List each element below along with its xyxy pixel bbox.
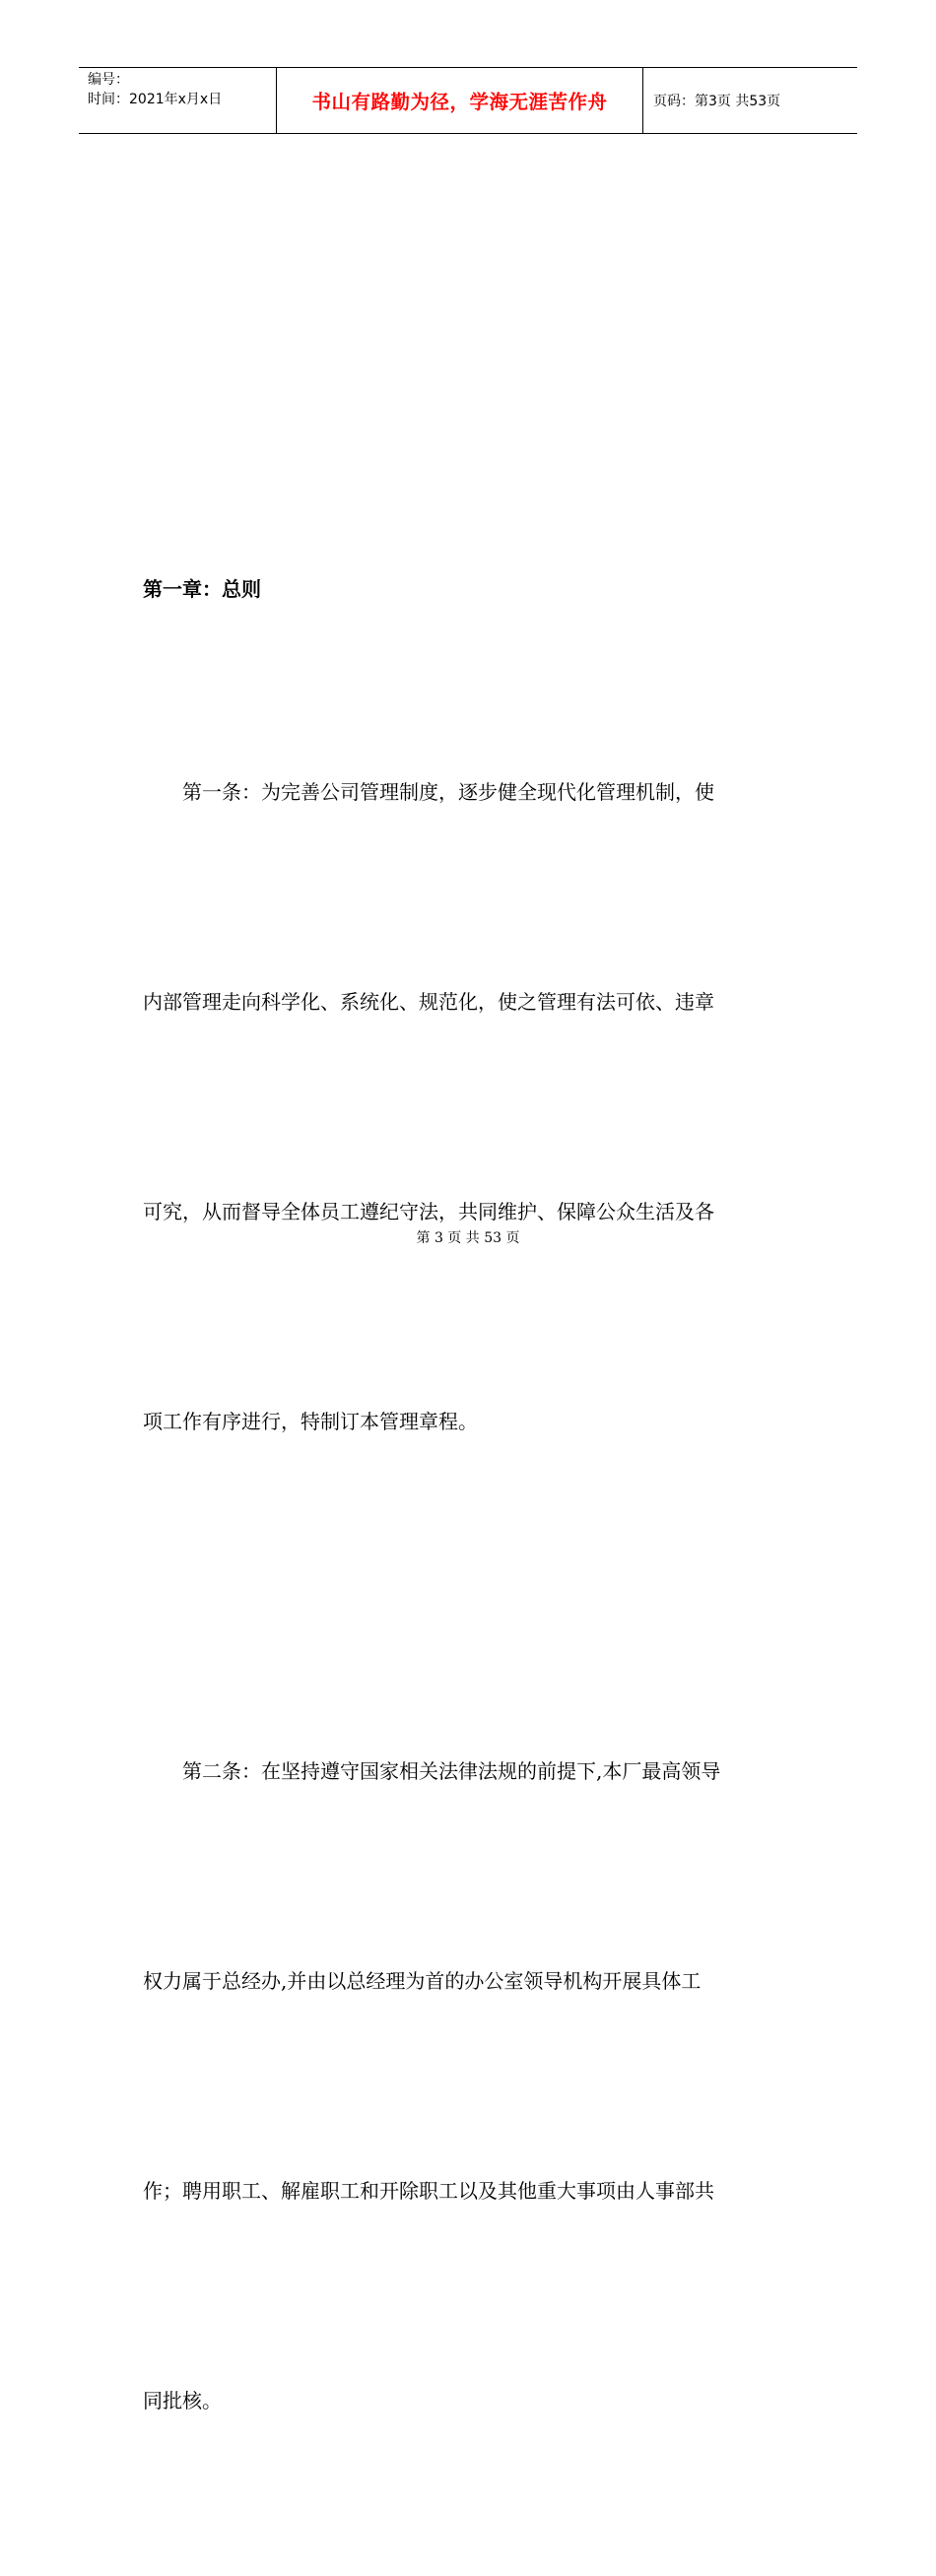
article-1-line-2: 内部管理走向科学化、系统化、规范化，使之管理有法可依、违章 bbox=[143, 990, 714, 1014]
header-motto: 书山有路勤为径，学海无涯苦作舟 bbox=[277, 68, 643, 133]
document-body bbox=[143, 571, 813, 2576]
article-1-line-1: 第一条：为完善公司管理制度，逐步健全现代化管理机制，使 bbox=[182, 780, 714, 804]
time-label: 时间：2021年x月x日 bbox=[88, 92, 223, 107]
page-footer: 第 3 页 共 53 页 bbox=[416, 1230, 520, 1246]
article-2-line-2: 权力属于总经办,并由以总经理为首的办公室领导机构开展具体工 bbox=[143, 1969, 702, 1993]
article-1 bbox=[143, 618, 813, 1597]
article-1-line-3: 可究，从而督导全体员工遵纪守法，共同维护、保障公众生活及各 bbox=[143, 1200, 714, 1223]
article-2-line-4: 同批核。 bbox=[143, 2389, 222, 2412]
article-2 bbox=[143, 1597, 813, 2576]
page-header bbox=[79, 67, 857, 134]
chapter-title: 第一章：总则 bbox=[143, 577, 261, 601]
number-label: 编号： bbox=[88, 72, 129, 88]
header-meta bbox=[79, 68, 277, 133]
article-1-line-4: 项工作有序进行，特制订本管理章程。 bbox=[143, 1410, 478, 1433]
article-2-line-3: 作；聘用职工、解雇职工和开除职工以及其他重大事项由人事部共 bbox=[143, 2179, 714, 2203]
article-2-line-1: 第二条：在坚持遵守国家相关法律法规的前提下,本厂最高领导 bbox=[182, 1759, 721, 1783]
header-page-info: 页码：第3页 共53页 bbox=[653, 94, 781, 109]
